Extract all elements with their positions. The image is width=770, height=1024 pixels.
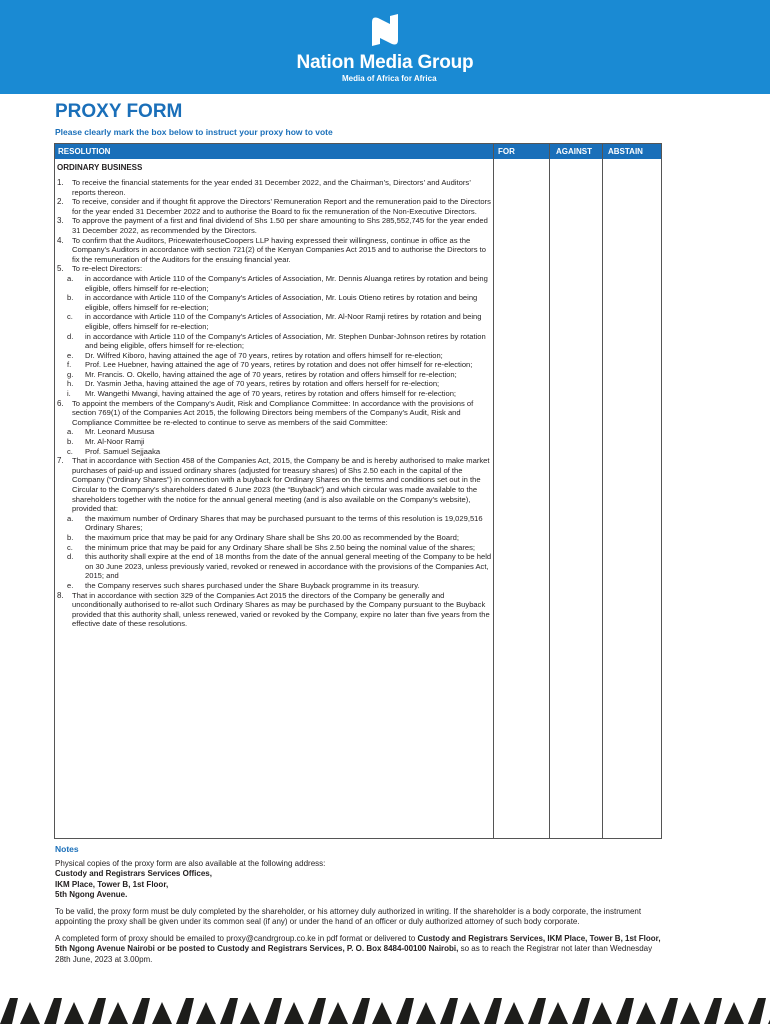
brand-name: Nation Media Group: [296, 52, 474, 73]
column-divider: [602, 144, 603, 838]
validity-text: To be valid, the proxy form must be duly completed by the shareholder, or his attorney duly authorized in writing. If the shareholder is a body corporate, the instrument appointing the proxy shall be given under its common seal (if any) or under the hand of an officer or duly authorized attorney of such body corporate.: [55, 906, 642, 926]
subitem-letter: d.: [67, 331, 74, 341]
notes-intro: Physical copies of the proxy form are also available at the following address:: [55, 858, 326, 868]
resolution-number: 7.: [57, 456, 64, 466]
resolution-item: [57, 456, 493, 514]
footer-pattern-shape: [220, 998, 260, 1024]
resolution-item: [57, 591, 493, 629]
subitem-letter: a.: [67, 513, 74, 523]
section-heading: ORDINARY BUSINESS: [57, 163, 143, 172]
subitem-text: Mr. Al-Noor Ramji: [85, 437, 145, 447]
resolution-subitem: [67, 552, 493, 581]
resolution-subitem: [67, 312, 493, 331]
resolution-item: [57, 236, 493, 265]
subitem-letter: f.: [67, 360, 72, 370]
subitem-letter: a.: [67, 273, 74, 283]
resolution-table: [54, 143, 662, 839]
subitem-text: in accordance with Article 110 of the Company’s Articles of Association, Mr. Dennis Aluanga retires by rotation and being eligible, offers himself for re-election;: [85, 273, 488, 293]
header-resolution: RESOLUTION: [58, 147, 111, 156]
subitem-letter: d.: [67, 552, 74, 562]
delivery-address: Custody and Registrars Services, IKM Place, Tower B, 1st Floor, 5th Ngong Avenue Nairobi or be posted to Custody and Registrars Services, P. O. Box 8484-00100 Nairobi,: [55, 933, 661, 953]
resolution-item: [57, 216, 493, 235]
subitem-text: in accordance with Article 110 of the Company’s Articles of Association, Mr. Louis Otieno retires by rotation and being eligible, offers himself for re-election;: [85, 293, 478, 312]
footer-pattern-shape: [308, 998, 348, 1024]
header-abstain: ABSTAIN: [608, 147, 643, 156]
resolution-subitem: [67, 447, 493, 457]
footer-pattern-shape: [440, 998, 480, 1024]
address-line: 5th Ngong Avenue.: [55, 890, 128, 899]
resolution-subitem: [67, 274, 493, 293]
subitem-letter: c.: [67, 542, 73, 552]
resolution-text: That in accordance with Section 458 of the Companies Act, 2015, the Company be and is hereby authorised to make market purchases of paid-up and issued ordinary shares (adjusted for treasury shares) of Shs 2.50 each in the capital of the Company (“Ordinary Shares”) in connection with a buyback for Ordinary Shares on the terms and conditions set out in the Circular to the Company’s shareholders dated 6 June 2023 (the “Buyback”) and which circular was made available to the shareholders together with the notice for the annual general meeting (and is also available on the Company’s website), provided that:: [72, 456, 490, 514]
resolution-subitem: [67, 514, 493, 533]
footer-pattern-shape: [132, 998, 172, 1024]
footer-pattern: [0, 994, 770, 1024]
brand-tagline: Media of Africa for Africa: [342, 74, 437, 83]
footer-pattern-shape: [484, 998, 524, 1024]
footer-pattern-shape: [704, 998, 744, 1024]
resolution-text: To confirm that the Auditors, PricewaterhouseCoopers LLP having expressed their willingness, continue in office as the Company’s Auditors in accordance with section 721(2) of the Kenyan Companies Act 2015 and to authorise the Directors to fix the remuneration of the Auditors for the ensuing financial year.: [72, 235, 486, 264]
resolution-subitem: [67, 351, 493, 361]
address-line: IKM Place, Tower B, 1st Floor,: [55, 879, 169, 889]
subitem-text: Prof. Lee Huebner, having attained the age of 70 years, retires by rotation and does not offer himself for re-election;: [85, 360, 473, 370]
resolution-list: [57, 163, 493, 629]
subitem-text: the minimum price that may be paid for any Ordinary Share shall be Shs 2.50 being the nominal value of the shares;: [85, 542, 476, 552]
resolution-number: 1.: [57, 178, 64, 187]
footer-pattern-shape: [572, 998, 612, 1024]
subitem-letter: c.: [67, 446, 73, 456]
resolution-number: 4.: [57, 235, 64, 245]
footer-pattern-shape: [88, 998, 128, 1024]
subitem-text: the Company reserves such shares purchased under the Share Buyback programme in its treasury.: [85, 580, 420, 590]
resolution-number: 2.: [57, 197, 64, 207]
resolution-text: To approve the payment of a first and final dividend of Shs 1.50 per share amounting to Shs 285,552,745 for the year ended 31 December 2022, as recommended by the Directors.: [72, 216, 488, 235]
subitem-text: Mr. Francis. O. Okello, having attained the age of 70 years, retires by rotation and offers himself for re-election;: [85, 369, 457, 379]
resolution-subitem: [67, 360, 493, 370]
subitem-letter: g.: [67, 369, 74, 379]
resolution-subitem: [67, 427, 493, 437]
resolution-text: To receive, consider and if thought fit approve the Directors’ Remuneration Report and the remuneration paid to the Directors for the year ended 31 December 2022 and to authorise the Board to fix the remuneration of the Non-Executive Directors.: [72, 197, 491, 216]
footer-pattern-shape: [44, 998, 84, 1024]
subitem-text: the maximum number of Ordinary Shares that may be purchased pursuant to the terms of this resolution is 19,029,516 Ordinary Shares;: [85, 513, 483, 533]
resolution-text: To receive the financial statements for the year ended 31 December 2022, and the Chairman’s, Directors’ and Auditors’ reports thereon.: [72, 178, 471, 197]
resolution-subitem: [67, 581, 493, 591]
resolution-subitem: [67, 379, 493, 389]
resolution-number: 6.: [57, 398, 64, 408]
resolution-text: To appoint the members of the Company’s Audit, Risk and Compliance Committee: In accordance with the provisions of section 769(1) of the Companies Act 2015, the following Directors being members of the Company’s Audit, Risk and Compliance Committee be re-elected to continue to serve as members of the said Committee:: [72, 398, 474, 427]
instruction-text: Please clearly mark the box below to instruct your proxy how to vote: [55, 127, 333, 137]
subitem-text: Prof. Samuel Sejjaaka: [85, 446, 161, 456]
subitem-text: in accordance with Article 110 of the Company’s Articles of Association, Mr. Stephen Dunbar-Johnson retires by rotation and being eligible, offers himself for re-election;: [85, 331, 486, 351]
resolution-text: To re-elect Directors:: [72, 264, 143, 274]
footer-pattern-shape: [0, 998, 40, 1024]
subitem-text: this authority shall expire at the end of 18 months from the date of the annual general meeting of the Company to be held on 30 June 2023, unless previously varied, revoked or renewed in accordance with the provisions of the Companies Act, 2015; and: [85, 552, 492, 581]
resolution-subitem: [67, 533, 493, 543]
subitem-text: the maximum price that may be paid for any Ordinary Share shall be Shs 20.00 as recommended by the Board;: [85, 532, 459, 542]
resolution-text: That in accordance with section 329 of the Companies Act 2015 the directors of the Company be generally and unconditionally authorised to re-allot such Ordinary Shares as may be purchased by the Company pursuant to the Buyback provided that this authority shall, unless renewed, varied or revoked by the Company, expire no later than five years from the effective date of these resolutions.: [72, 590, 490, 629]
delivery-text-2: so as to reach the Registrar not later than Wednesday 28th June, 2023 at 3.00pm.: [55, 944, 653, 964]
delivery-text-1: A completed form of proxy should be emailed to proxy@candrgroup.co.ke in pdf format or delivered to: [55, 933, 418, 943]
resolution-item: [57, 264, 493, 274]
subitem-letter: b.: [67, 437, 74, 447]
footer-pattern-shape: [660, 998, 700, 1024]
resolution-subitem: [67, 389, 493, 399]
subitem-letter: h.: [67, 379, 74, 389]
subitem-text: Mr. Wangethi Mwangi, having attained the age of 70 years, retires by rotation and offers himself for re-election;: [85, 389, 457, 399]
page-title: PROXY FORM: [55, 101, 183, 122]
resolution-subitem: [67, 293, 493, 312]
subitem-letter: e.: [67, 580, 74, 590]
resolution-item: [57, 197, 493, 216]
resolution-number: 3.: [57, 216, 64, 226]
brand-header: [0, 0, 770, 94]
column-divider: [549, 144, 550, 838]
table-header: [55, 144, 661, 159]
footer-pattern-shape: [528, 998, 568, 1024]
subitem-letter: e.: [67, 350, 74, 360]
subitem-text: Mr. Leonard Mususa: [85, 427, 155, 437]
header-for: FOR: [498, 147, 515, 156]
subitem-text: Dr. Yasmin Jetha, having attained the age of 70 years, retires by rotation and offers herself for re-election;: [85, 379, 440, 389]
resolution-subitem: [67, 332, 493, 351]
nation-logo-icon: [366, 12, 404, 48]
footer-pattern-shape: [396, 998, 436, 1024]
notes-title: Notes: [55, 844, 79, 854]
subitem-text: in accordance with Article 110 of the Company’s Articles of Association, Mr. Al-Noor Ramji retires by rotation and being eligible, offers himself for re-election;: [85, 312, 482, 331]
footer-pattern-shape: [748, 998, 770, 1024]
delivery-text: [55, 934, 665, 966]
subitem-text: Dr. Wilfred Kiboro, having attained the age of 70 years, retires by rotation and offers himself for re-election;: [85, 350, 443, 360]
subitem-letter: b.: [67, 532, 74, 542]
subitem-letter: i.: [67, 389, 71, 399]
footer-pattern-shape: [176, 998, 216, 1024]
subitem-letter: c.: [67, 312, 73, 322]
resolution-subitem: [67, 437, 493, 447]
resolution-number: 5.: [57, 264, 64, 274]
notes-section: [55, 844, 665, 965]
address-line: Custody and Registrars Services Offices,: [55, 869, 212, 878]
header-against: AGAINST: [556, 147, 592, 156]
resolution-number: 8.: [57, 590, 64, 600]
column-divider: [493, 144, 494, 838]
subitem-letter: b.: [67, 293, 74, 303]
footer-pattern-shape: [352, 998, 392, 1024]
resolution-item: [57, 178, 493, 197]
resolution-subitem: [67, 370, 493, 380]
footer-pattern-shape: [616, 998, 656, 1024]
resolution-subitem: [67, 543, 493, 553]
resolution-item: [57, 399, 493, 428]
footer-pattern-shape: [264, 998, 304, 1024]
subitem-letter: a.: [67, 427, 74, 437]
